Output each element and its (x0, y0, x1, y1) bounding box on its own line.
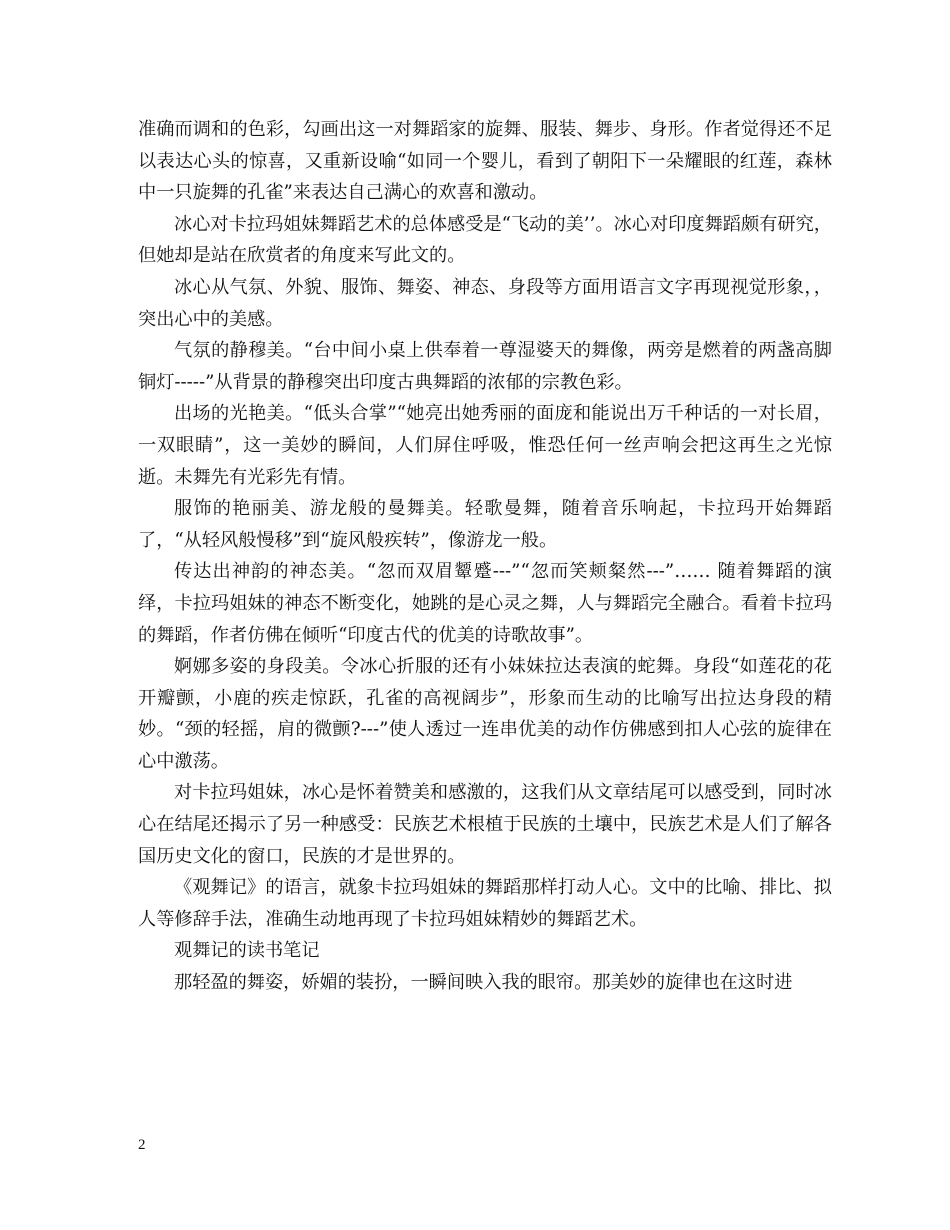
paragraph-4: 气氛的静穆美。“台中间小桌上供奉着一尊湿婆天的舞像，两旁是燃着的两盏高脚铜灯-----”从背景的静穆突出印度古典舞蹈的浓郁的宗教色彩。 (138, 340, 832, 393)
paragraph-2: 冰心对卡拉玛姐妹舞蹈艺术的总体感受是“飞动的美’’。冰心对印度舞蹈颇有研究，但她却是站在欣赏者的角度来写此文的。 (138, 213, 832, 267)
paragraph-11: 那轻盈的舞姿，娇媚的装扮，一瞬间映入我的眼帘。那美妙的旋律也在这时进 (174, 972, 793, 994)
paragraph-10: 《观舞记》的语言，就象卡拉玛姐妹的舞蹈那样打动人心。文中的比喻、排比、拟人等修辞手法，准确生动地再现了卡拉玛姐妹精妙的舞蹈艺术。 (138, 877, 832, 930)
paragraph-7: 传达出神韵的神态美。“忽而双眉颦蹙---”“忽而笑颊粲然---”…… 随着舞蹈的演绎，卡拉玛姐妹的神态不断变化，她跳的是心灵之舞，人与舞蹈完全融合。看着卡拉玛的舞蹈，作者仿佛在倾听“印度古代的优美的诗歌故事”。 (138, 561, 832, 646)
paragraph-6: 服饰的艳丽美、游龙般的曼舞美。轻歌曼舞，随着音乐响起，卡拉玛开始舞蹈了，“从轻风般慢移”到“旋风般疾转”，像游龙一般。 (138, 498, 832, 551)
paragraph-5: 出场的光艳美。“低头合掌”“她亮出她秀丽的面庞和能说出万千种话的一对长眉，一双眼睛”，这一美妙的瞬间，人们屏住呼吸，惟恐任何一丝声响会把这再生之光惊逝。未舞先有光彩先有情。 (138, 403, 832, 488)
paragraph-8: 婀娜多姿的身段美。令冰心折服的还有小妹妹拉达表演的蛇舞。身段“如莲花的花开瓣颤，小鹿的疾走惊跃，孔雀的高视阔步”，形象而生动的比喻写出拉达身段的精妙。“颈的轻摇，肩的微颤?---”使人透过一连串优美的动作仿佛感到扣人心弦的旋律在心中激荡。 (138, 656, 832, 772)
document-body (138, 114, 832, 999)
page-number: 2 (138, 1137, 146, 1153)
paragraph-9: 对卡拉玛姐妹，冰心是怀着赞美和感激的，这我们从文章结尾可以感受到，同时冰心在结尾还揭示了另一种感受：民族艺术根植于民族的土壤中，民族艺术是人们了解各国历史文化的窗口，民族的才是世界的。 (138, 782, 832, 867)
section-heading: 观舞记的读书笔记 (174, 940, 320, 962)
paragraph-1: 准确而调和的色彩，勾画出这一对舞蹈家的旋舞、服装、舞步、身形。作者觉得还不足以表达心头的惊喜，又重新设喻“如同一个婴儿，看到了朝阳下一朵耀眼的红莲，森林中一只旋舞的孔雀”来表达自己满心的欢喜和激动。 (138, 119, 832, 204)
paragraph-3: 冰心从气氛、外貌、服饰、舞姿、神态、身段等方面用语言文字再现视觉形象，，突出心中的美感。 (138, 276, 832, 330)
